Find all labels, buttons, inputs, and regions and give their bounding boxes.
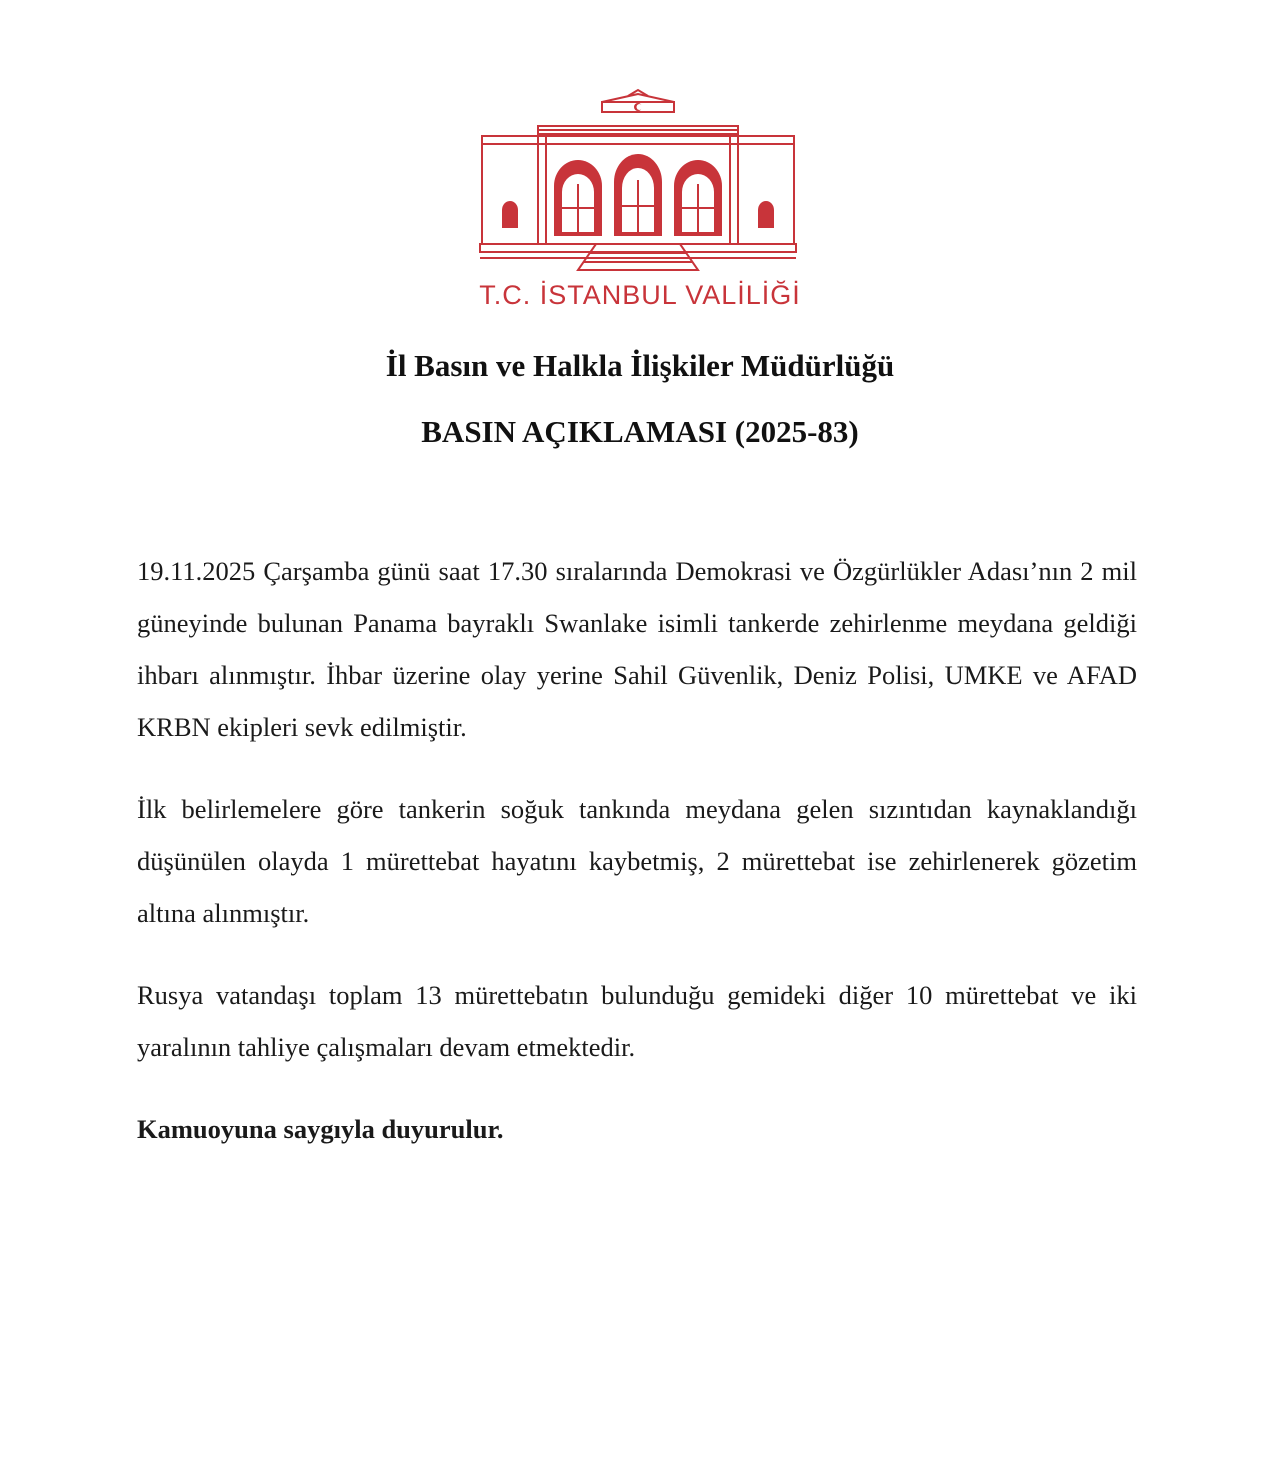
press-release-title: BASIN AÇIKLAMASI (2025-83) (421, 414, 859, 449)
paragraph-1: 19.11.2025 Çarşamba günü saat 17.30 sıralarında Demokrasi ve Özgürlükler Adası’nın 2 mil güneyinde bulunan Panama bayraklı Swanlake isimli tankerde zehirlenme meydana geldiği ihbarı alınmıştır. İhbar üzerine olay yerine Sahil Güvenlik, Deniz Polisi, UMKE ve AFAD KRBN ekipleri sevk edilmiştir. (137, 556, 1137, 742)
paragraph-3: Rusya vatandaşı toplam 13 mürettebatın bulunduğu gemideki diğer 10 mürettebat ve iki yaralının tahliye çalışmaları devam etmektedir. (137, 980, 1137, 1062)
press-release-body (137, 545, 1137, 1185)
closing-statement: Kamuoyuna saygıyla duyurulur. (137, 1114, 504, 1144)
department-title: İl Basın ve Halkla İlişkiler Müdürlüğü (385, 348, 895, 383)
paragraph-2: İlk belirlemelere göre tankerin soğuk tankında meydana gelen sızıntıdan kaynaklandığı düşünülen olayda 1 mürettebat hayatını kaybetmiş, 2 mürettebat ise zehirlenerek gözetim altına alınmıştır. (137, 794, 1137, 928)
istanbul-governorship-building-logo (478, 88, 798, 276)
logo-text: T.C. İSTANBUL VALİLİĞİ (479, 280, 801, 310)
